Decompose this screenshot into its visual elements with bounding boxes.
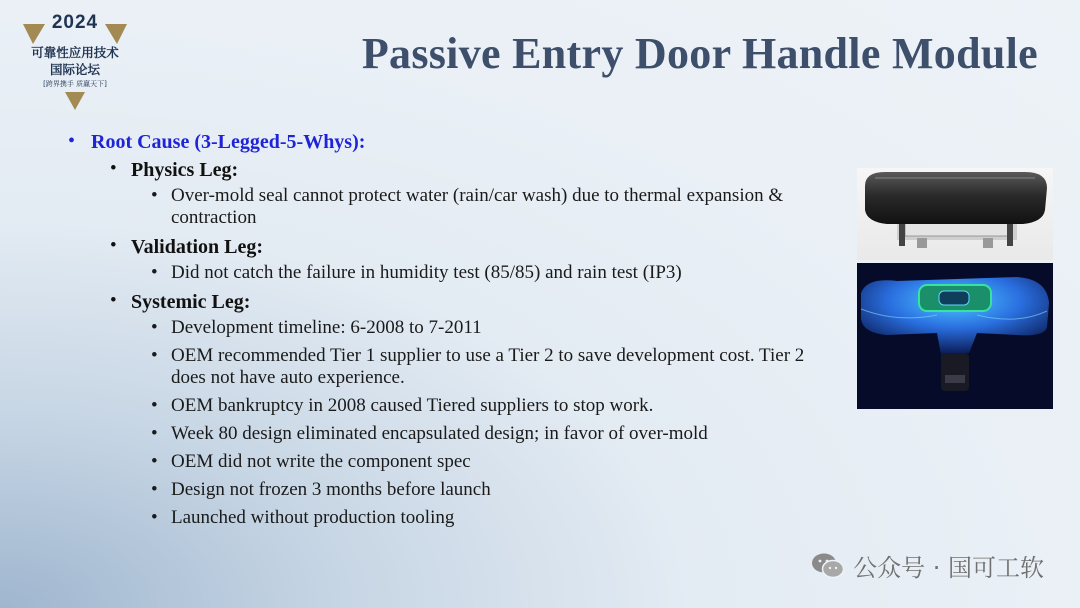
list-item bbox=[131, 185, 828, 229]
bullet-icon: • bbox=[151, 395, 158, 416]
systemic-leg bbox=[91, 290, 828, 529]
bullet-icon: • bbox=[110, 290, 117, 311]
uv-dye-illustration bbox=[857, 263, 1053, 409]
bullet-icon: • bbox=[151, 507, 158, 528]
list-item bbox=[131, 395, 828, 417]
list-item-text: Design not frozen 3 months before launch bbox=[171, 479, 491, 500]
bullet-icon: • bbox=[151, 262, 158, 283]
logo-year: 2024 bbox=[51, 12, 99, 33]
logo-right-wing-icon bbox=[105, 24, 127, 44]
validation-leg bbox=[91, 235, 828, 284]
list-item bbox=[131, 479, 828, 501]
watermark bbox=[811, 548, 1044, 583]
list-item bbox=[131, 423, 828, 445]
bullet-icon: • bbox=[151, 479, 158, 500]
bullet-icon: • bbox=[151, 423, 158, 444]
bullet-icon: • bbox=[151, 185, 158, 206]
list-item bbox=[131, 262, 828, 284]
list-item-text: OEM recommended Tier 1 supplier to use a Tier 2 to save development cost. Tier 2 does not have auto experience. bbox=[171, 345, 805, 388]
list-item bbox=[131, 317, 828, 339]
logo-line2: 国际论坛 bbox=[49, 62, 100, 77]
physics-leg-items bbox=[131, 185, 828, 229]
list-item bbox=[131, 507, 828, 529]
logo-triangle-icon bbox=[65, 92, 85, 110]
forum-logo bbox=[20, 10, 130, 110]
door-handle-illustration bbox=[857, 168, 1053, 260]
logo-line3: [跨界携手 质赢天下] bbox=[43, 80, 107, 88]
list-item-text: Week 80 design eliminated encapsulated design; in favor of over-mold bbox=[171, 423, 708, 444]
bullet-icon: • bbox=[151, 345, 158, 366]
list-item-text: Launched without production tooling bbox=[171, 507, 455, 528]
list-item-text: Over-mold seal cannot protect water (rain/car wash) due to thermal expansion & contraction bbox=[171, 185, 784, 228]
slide-content bbox=[68, 130, 828, 535]
legs-list bbox=[91, 158, 828, 529]
list-item bbox=[131, 345, 828, 389]
bullet-icon: • bbox=[68, 130, 76, 152]
list-item-text: Development timeline: 6-2008 to 7-2011 bbox=[171, 317, 482, 338]
validation-leg-items bbox=[131, 262, 828, 284]
root-cause-item bbox=[68, 130, 828, 529]
slide-title: Passive Entry Door Handle Module bbox=[361, 29, 1038, 78]
bullet-icon: • bbox=[151, 317, 158, 338]
list-item-text: OEM did not write the component spec bbox=[171, 451, 471, 472]
uv-dye-inspection-photo bbox=[857, 263, 1053, 409]
root-cause-list bbox=[68, 130, 828, 529]
root-cause-heading: Root Cause (3-Legged-5-Whys): bbox=[91, 131, 366, 153]
physics-leg bbox=[91, 158, 828, 229]
validation-leg-label: Validation Leg: bbox=[131, 236, 264, 258]
wechat-icon bbox=[811, 552, 845, 580]
physics-leg-label: Physics Leg: bbox=[131, 159, 239, 181]
systemic-leg-label: Systemic Leg: bbox=[131, 291, 251, 313]
list-item-text: OEM bankruptcy in 2008 caused Tiered suppliers to stop work. bbox=[171, 395, 654, 416]
bullet-icon: • bbox=[110, 235, 117, 256]
list-item bbox=[131, 451, 828, 473]
door-handle-photo bbox=[857, 168, 1053, 260]
systemic-leg-items bbox=[131, 317, 828, 529]
logo-line1: 可靠性应用技术 bbox=[31, 45, 119, 60]
watermark-text: 公众号 · 国可工软 bbox=[853, 554, 1044, 582]
bullet-icon: • bbox=[151, 451, 158, 472]
bullet-icon: • bbox=[110, 158, 117, 179]
list-item-text: Did not catch the failure in humidity test (85/85) and rain test (IP3) bbox=[171, 262, 682, 283]
